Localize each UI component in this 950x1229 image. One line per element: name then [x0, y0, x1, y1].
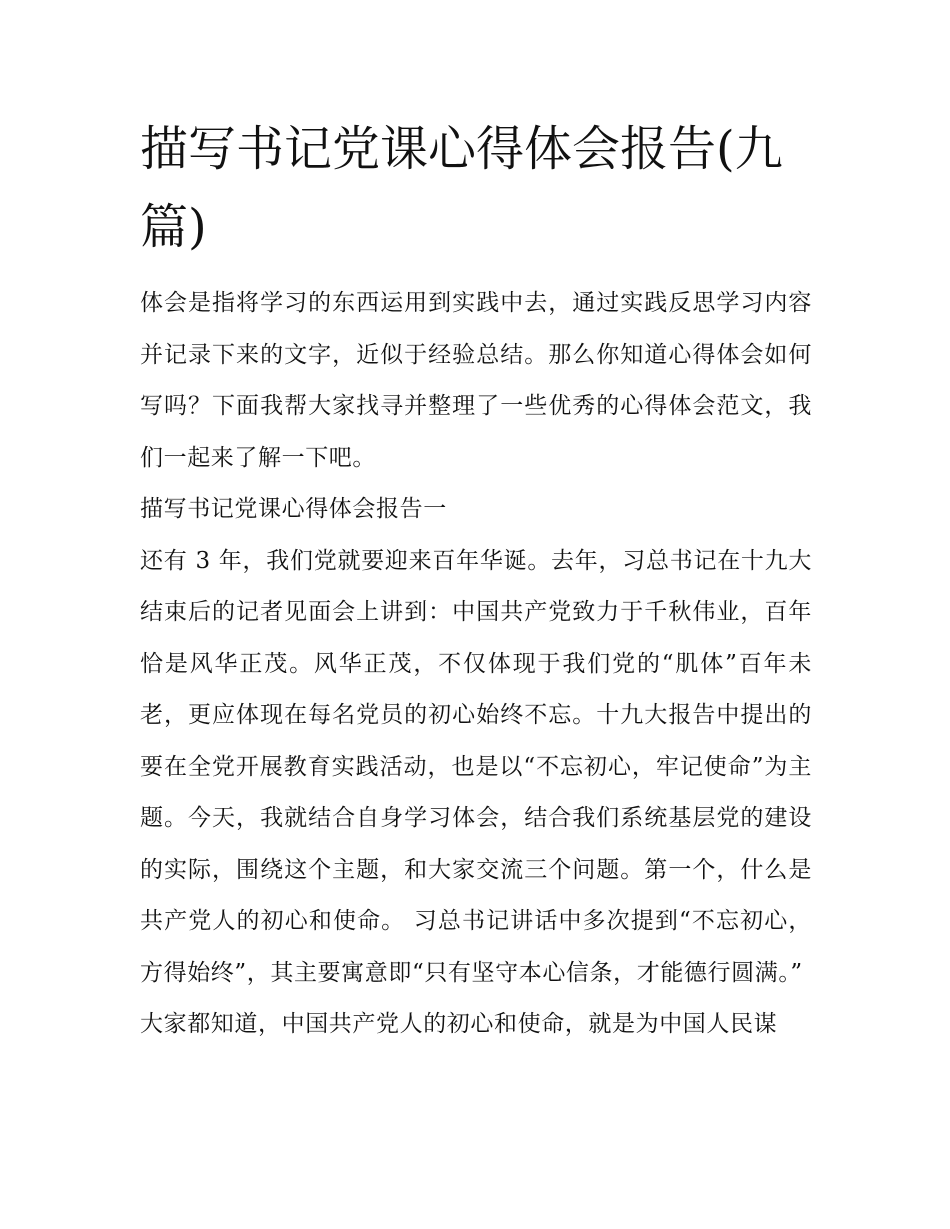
document-body [140, 278, 812, 1051]
document-title: 描写书记党课心得体会报告(九篇) [140, 121, 783, 255]
body-paragraph-2: 大家都知道，中国共产党人的初心和使命，就是为中国人民谋 [140, 1011, 778, 1037]
section-heading: 描写书记党课心得体会报告一 [140, 496, 447, 522]
intro-paragraph: 体会是指将学习的东西运用到实践中去，通过实践反思学习内容并记录下来的文字，近似于经验总结。那么你知道心得体会如何写吗？下面我帮大家找寻并整理了一些优秀的心得体会范文，我们一起来了解一下吧。 [140, 290, 812, 471]
body-paragraph-1: 还有 3 年，我们党就要迎来百年华诞。去年，习总书记在十九大结束后的记者见面会上讲到：中国共产党致力于千秋伟业，百年恰是风华正茂。风华正茂，不仅体现于我们党的“肌体”百年未老，更应体现在每名党员的初心始终不忘。十九大报告中提出的要在全党开展教育实践活动，也是以“不忘初心，牢记使命”为主题。今天，我就结合自身学习体会，结合我们系统基层党的建设的实际，围绕这个主题，和大家交流三个问题。第一个，什么是共产党人的初心和使命。 习总书记讲话中多次提到“不忘初心，方得始终”，其主要寓意即“只有坚守本心信条，才能德行圆满。” [140, 547, 812, 986]
